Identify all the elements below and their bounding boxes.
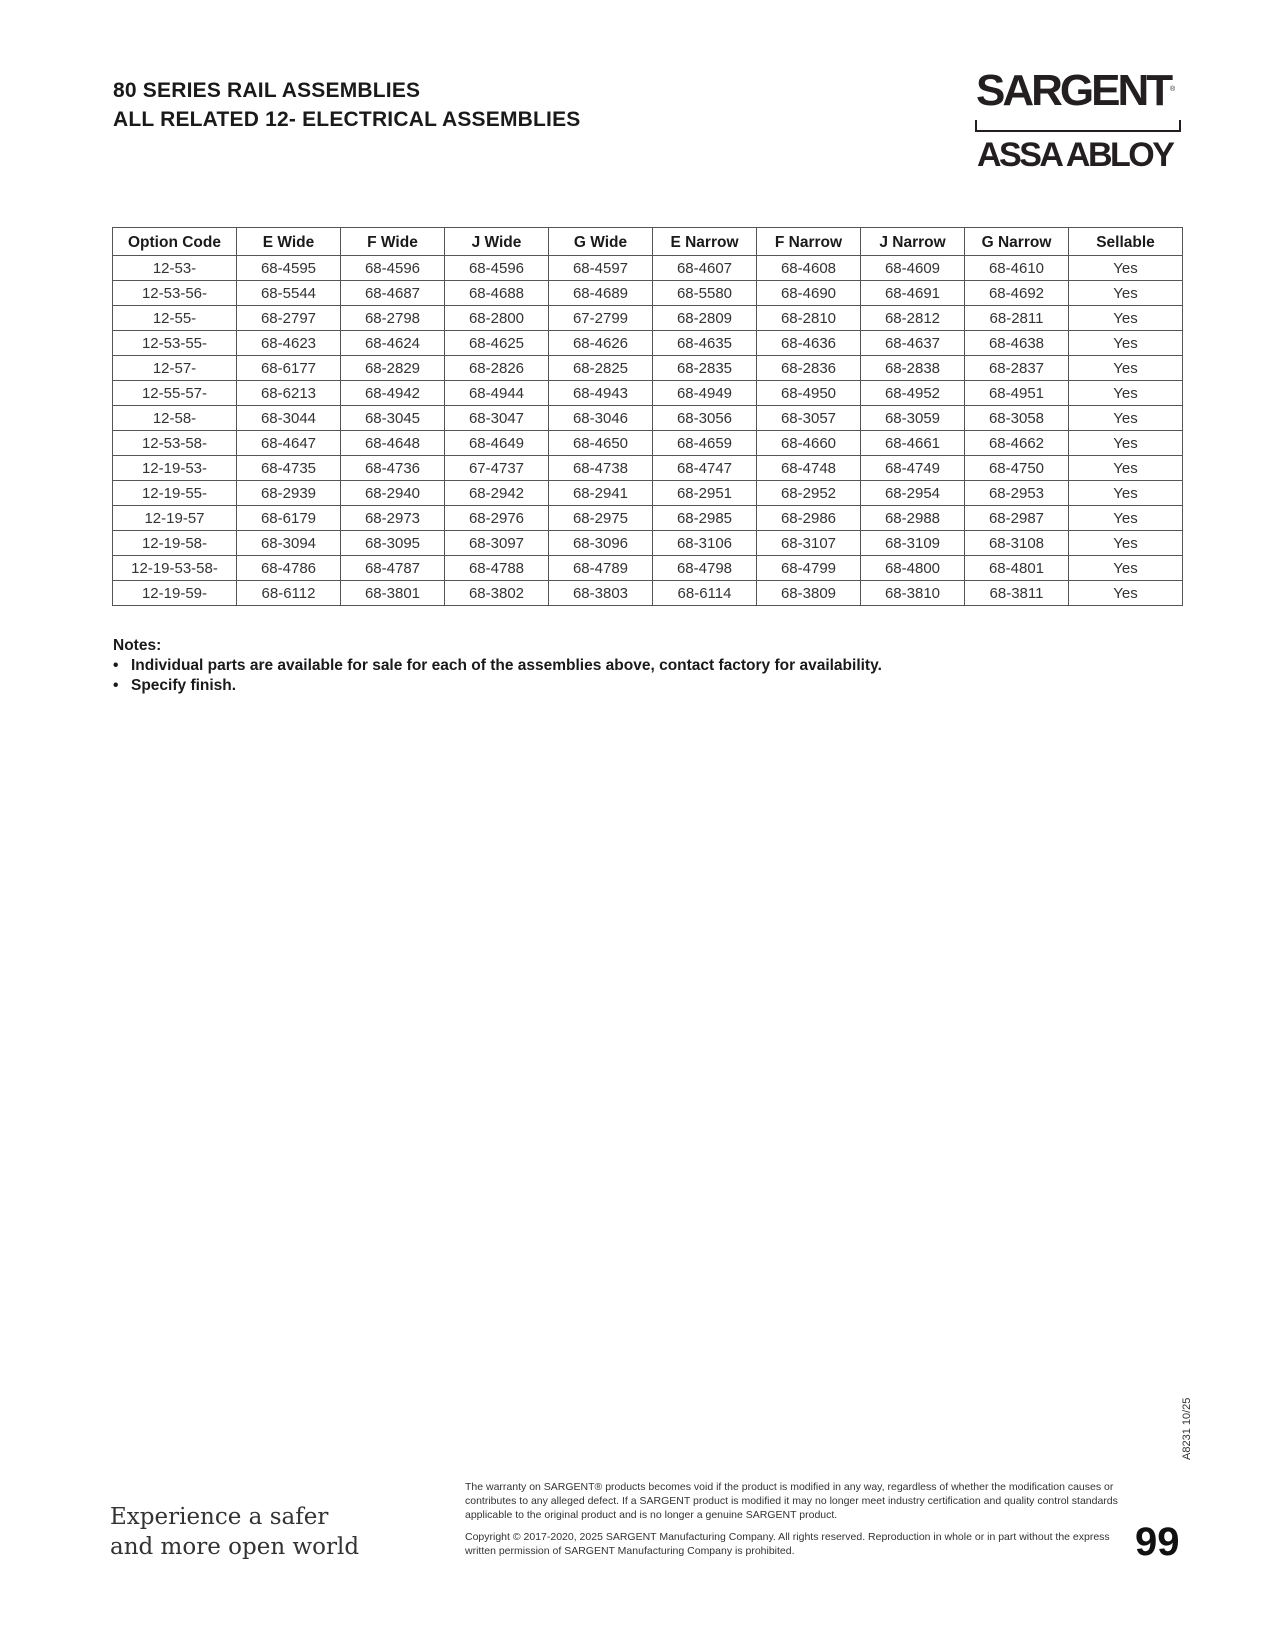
table-cell: 68-4608 [757, 256, 861, 281]
table-cell: 12-19-53-58- [113, 556, 237, 581]
table-cell: 68-3801 [341, 581, 445, 606]
column-header: Option Code [113, 228, 237, 256]
table-cell: 12-53- [113, 256, 237, 281]
table-cell: 68-4789 [549, 556, 653, 581]
table-cell: 68-4650 [549, 431, 653, 456]
table-cell: Yes [1069, 506, 1183, 531]
table-row [113, 506, 1183, 531]
table-cell: 68-4687 [341, 281, 445, 306]
table-row [113, 281, 1183, 306]
table-cell: 68-4787 [341, 556, 445, 581]
column-header: Sellable [1069, 228, 1183, 256]
table-cell: 68-2985 [653, 506, 757, 531]
table-cell: 68-3811 [965, 581, 1069, 606]
table-cell: 68-3095 [341, 531, 445, 556]
assembly-table [112, 227, 1183, 606]
table-cell: 68-4738 [549, 456, 653, 481]
table-cell: 68-2812 [861, 306, 965, 331]
table-cell: 68-2810 [757, 306, 861, 331]
note-item: • Specify finish. [113, 676, 882, 696]
table-cell: Yes [1069, 331, 1183, 356]
table-cell: Yes [1069, 406, 1183, 431]
table-cell: 12-53-56- [113, 281, 237, 306]
legal-text [465, 1480, 1125, 1566]
table-cell: Yes [1069, 481, 1183, 506]
table-cell: 68-2835 [653, 356, 757, 381]
table-cell: 68-3097 [445, 531, 549, 556]
table-cell: Yes [1069, 381, 1183, 406]
table-cell: 68-4595 [237, 256, 341, 281]
table-cell: 68-4944 [445, 381, 549, 406]
column-header: F Wide [341, 228, 445, 256]
table-cell: 68-4798 [653, 556, 757, 581]
table-cell: 68-4647 [237, 431, 341, 456]
table-cell: 68-4942 [341, 381, 445, 406]
table-cell: 68-2829 [341, 356, 445, 381]
table-cell: 68-4649 [445, 431, 549, 456]
table-cell: 68-4788 [445, 556, 549, 581]
title-line-2: ALL RELATED 12- ELECTRICAL ASSEMBLIES [113, 108, 581, 131]
table-cell: 68-3044 [237, 406, 341, 431]
logo-divider [975, 120, 1181, 132]
table-cell: 68-4689 [549, 281, 653, 306]
table-cell: 68-4625 [445, 331, 549, 356]
table-cell: 68-2973 [341, 506, 445, 531]
table-cell: 68-2836 [757, 356, 861, 381]
table-cell: 68-5580 [653, 281, 757, 306]
table-cell: Yes [1069, 531, 1183, 556]
table-cell: 68-2826 [445, 356, 549, 381]
table-cell: 68-4800 [861, 556, 965, 581]
table-cell: 68-3810 [861, 581, 965, 606]
table-cell: 68-4648 [341, 431, 445, 456]
tagline [110, 1502, 359, 1562]
table-cell: 68-4610 [965, 256, 1069, 281]
table-cell: 68-2825 [549, 356, 653, 381]
table-cell: 12-19-59- [113, 581, 237, 606]
table-cell: 68-6114 [653, 581, 757, 606]
table-header-row [113, 228, 1183, 256]
table-cell: 12-57- [113, 356, 237, 381]
table-cell: 68-4638 [965, 331, 1069, 356]
tagline-line-2: and more open world [110, 1534, 360, 1560]
table-cell: Yes [1069, 431, 1183, 456]
table-row [113, 431, 1183, 456]
table-cell: 68-4690 [757, 281, 861, 306]
table-cell: 68-4952 [861, 381, 965, 406]
table-cell: 12-19-58- [113, 531, 237, 556]
table-cell: 68-2987 [965, 506, 1069, 531]
table-cell: 68-6179 [237, 506, 341, 531]
logo-brand: SARGENT [976, 66, 1171, 115]
table-cell: 68-2953 [965, 481, 1069, 506]
table-cell: 68-3107 [757, 531, 861, 556]
table-cell: 67-4737 [445, 456, 549, 481]
table-cell: Yes [1069, 256, 1183, 281]
page-number: 99 [1135, 1520, 1180, 1564]
table-cell: 68-2942 [445, 481, 549, 506]
table-cell: 68-4692 [965, 281, 1069, 306]
table-cell: 12-55- [113, 306, 237, 331]
table-cell: 12-55-57- [113, 381, 237, 406]
table-cell: 68-4747 [653, 456, 757, 481]
table-cell: 68-4635 [653, 331, 757, 356]
table-row [113, 381, 1183, 406]
column-header: F Narrow [757, 228, 861, 256]
table-cell: 68-4736 [341, 456, 445, 481]
table-cell: 68-4660 [757, 431, 861, 456]
table-cell: 68-3057 [757, 406, 861, 431]
notes-list [113, 656, 882, 696]
column-header: E Narrow [653, 228, 757, 256]
table-cell: 68-2798 [341, 306, 445, 331]
table-cell: 68-5544 [237, 281, 341, 306]
table-cell: 68-4688 [445, 281, 549, 306]
notes-heading: Notes: [113, 637, 162, 654]
table-cell: 68-3802 [445, 581, 549, 606]
table-row [113, 456, 1183, 481]
table-cell: 68-4626 [549, 331, 653, 356]
table-row [113, 256, 1183, 281]
table-cell: 68-4951 [965, 381, 1069, 406]
table-row [113, 581, 1183, 606]
table-row [113, 306, 1183, 331]
table-cell: 68-3045 [341, 406, 445, 431]
table-row [113, 331, 1183, 356]
table-cell: 68-4786 [237, 556, 341, 581]
table-cell: 68-4596 [445, 256, 549, 281]
column-header: G Wide [549, 228, 653, 256]
table-cell: 68-4659 [653, 431, 757, 456]
title-line-1: 80 SERIES RAIL ASSEMBLIES [113, 79, 421, 102]
document-id: A8231 10/25 [1181, 1397, 1193, 1460]
notes-section [113, 636, 882, 696]
table-cell: 68-2941 [549, 481, 653, 506]
table-cell: 68-2986 [757, 506, 861, 531]
table-cell: 68-2940 [341, 481, 445, 506]
table-cell: 68-3046 [549, 406, 653, 431]
table-cell: 68-4661 [861, 431, 965, 456]
table-cell: 68-2954 [861, 481, 965, 506]
table-cell: 68-3803 [549, 581, 653, 606]
table-body [113, 256, 1183, 606]
table-cell: 68-3058 [965, 406, 1069, 431]
table-cell: 68-3096 [549, 531, 653, 556]
table-cell: 67-2799 [549, 306, 653, 331]
table-cell: 68-4597 [549, 256, 653, 281]
copyright-notice: Copyright © 2017-2020, 2025 SARGENT Manufacturing Company. All rights reserved. Reproduction in whole or in part without the express written permission of SARGENT Manufacturing Company is prohibited. [465, 1531, 1110, 1557]
table-cell: 68-4609 [861, 256, 965, 281]
table-cell: 68-4623 [237, 331, 341, 356]
table-cell: 68-4748 [757, 456, 861, 481]
table-cell: 68-2976 [445, 506, 549, 531]
column-header: J Wide [445, 228, 549, 256]
table-cell: 68-3059 [861, 406, 965, 431]
table-cell: 68-6177 [237, 356, 341, 381]
page-title [113, 76, 581, 134]
table-row [113, 556, 1183, 581]
table-cell: 68-4949 [653, 381, 757, 406]
table-cell: 68-3109 [861, 531, 965, 556]
table-cell: 68-2809 [653, 306, 757, 331]
table-cell: 12-19-57 [113, 506, 237, 531]
warranty-notice: The warranty on SARGENT® products becomes void if the product is modified in any way, regardless of whether the modification causes or contributes to any alleged defect. If a SARGENT product is modified it may no longer meet industry certification and quality control standards applicable to the original product and is no longer a genuine SARGENT product. [465, 1481, 1118, 1521]
table-cell: 68-4799 [757, 556, 861, 581]
table-cell: 68-4607 [653, 256, 757, 281]
table-row [113, 356, 1183, 381]
table-cell: 12-19-53- [113, 456, 237, 481]
table-cell: Yes [1069, 356, 1183, 381]
table-cell: 68-4636 [757, 331, 861, 356]
table-cell: 68-2797 [237, 306, 341, 331]
table-cell: 68-2800 [445, 306, 549, 331]
table-cell: 68-6112 [237, 581, 341, 606]
table-cell: 68-4637 [861, 331, 965, 356]
table-cell: 68-4801 [965, 556, 1069, 581]
table-cell: 68-2939 [237, 481, 341, 506]
table-cell: 68-3108 [965, 531, 1069, 556]
logo-reg-mark: ® [1170, 86, 1176, 93]
table-cell: 68-2837 [965, 356, 1069, 381]
table-cell: 68-4943 [549, 381, 653, 406]
table-cell: 68-2811 [965, 306, 1069, 331]
table-cell: Yes [1069, 281, 1183, 306]
table-cell: 12-58- [113, 406, 237, 431]
note-item: • Individual parts are available for sale for each of the assemblies above, contact factory for availability. [113, 656, 882, 676]
column-header: G Narrow [965, 228, 1069, 256]
table-cell: Yes [1069, 556, 1183, 581]
table-cell: 68-3047 [445, 406, 549, 431]
table-row [113, 406, 1183, 431]
table-cell: Yes [1069, 456, 1183, 481]
table-cell: 68-3056 [653, 406, 757, 431]
table-cell: 68-6213 [237, 381, 341, 406]
table-cell: 12-53-58- [113, 431, 237, 456]
logo-parent: ASSA ABLOY [977, 136, 1173, 174]
table-cell: Yes [1069, 581, 1183, 606]
column-header: E Wide [237, 228, 341, 256]
table-cell: 68-3106 [653, 531, 757, 556]
table-cell: 12-53-55- [113, 331, 237, 356]
table-cell: 68-2952 [757, 481, 861, 506]
tagline-line-1: Experience a safer [110, 1504, 329, 1530]
table-cell: Yes [1069, 306, 1183, 331]
table-cell: 68-2975 [549, 506, 653, 531]
table-cell: 68-4750 [965, 456, 1069, 481]
table-cell: 68-4950 [757, 381, 861, 406]
table-row [113, 531, 1183, 556]
table-cell: 12-19-55- [113, 481, 237, 506]
table-cell: 68-4691 [861, 281, 965, 306]
table-cell: 68-4624 [341, 331, 445, 356]
table-cell: 68-3094 [237, 531, 341, 556]
table-cell: 68-4749 [861, 456, 965, 481]
table-row [113, 481, 1183, 506]
sargent-assa-abloy-logo [970, 66, 1182, 176]
table-cell: 68-4596 [341, 256, 445, 281]
table-cell: 68-4662 [965, 431, 1069, 456]
table-cell: 68-2951 [653, 481, 757, 506]
table-cell: 68-2838 [861, 356, 965, 381]
column-header: J Narrow [861, 228, 965, 256]
table-cell: 68-2988 [861, 506, 965, 531]
table-cell: 68-4735 [237, 456, 341, 481]
table-cell: 68-3809 [757, 581, 861, 606]
